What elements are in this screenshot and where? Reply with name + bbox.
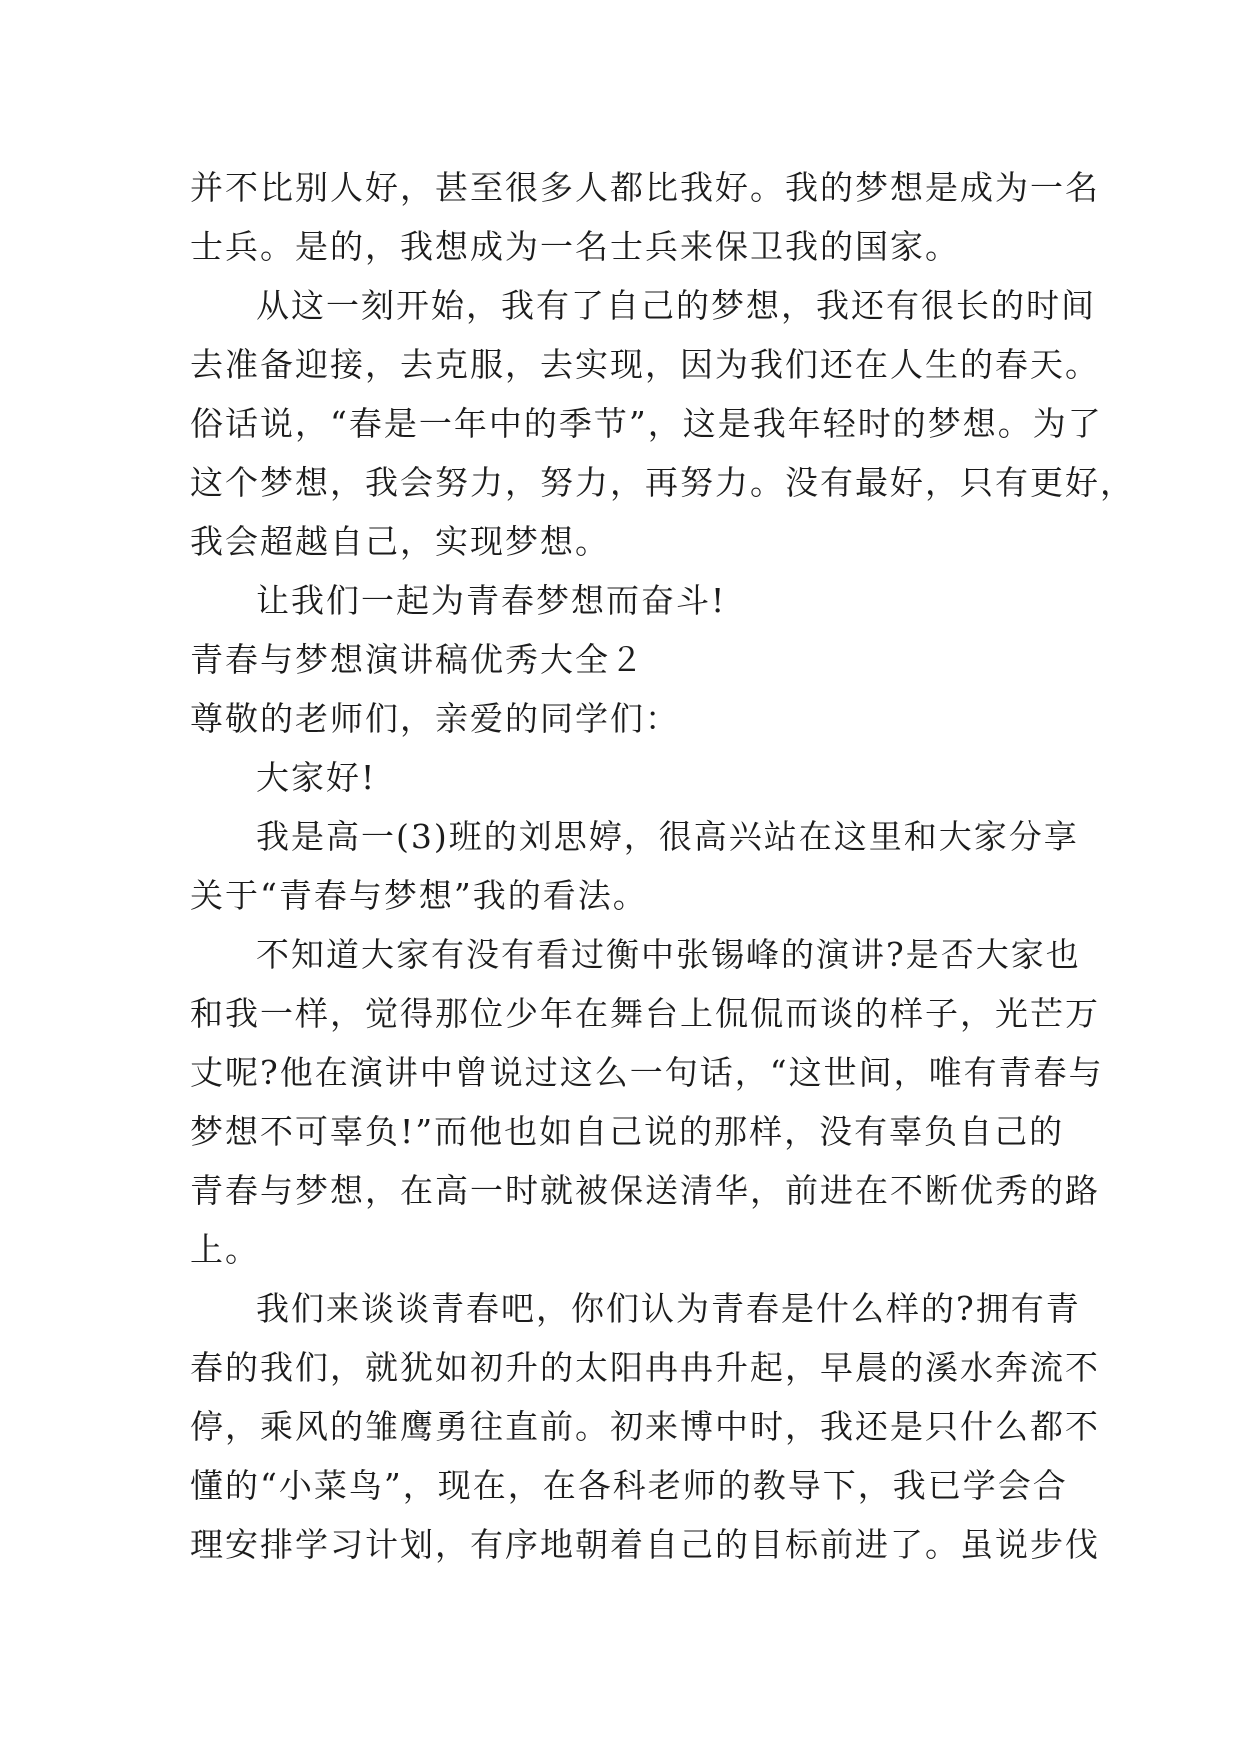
document-body: [190, 158, 1135, 1574]
text-line: 我会超越自己，实现梦想。: [190, 522, 610, 561]
text-line: 懂的“小菜鸟”，现在，在各科老师的教导下，我已学会合: [190, 1466, 1068, 1505]
text-line: 丈呢?他在演讲中曾说过这么一句话，“这世间，唯有青春与: [190, 1053, 1104, 1092]
text-line: 理安排学习计划，有序地朝着自己的目标前进了。虽说步伐: [190, 1525, 1100, 1564]
text-line: 青春与梦想，在高一时就被保送清华，前进在不断优秀的路: [190, 1171, 1100, 1210]
text-line: 我们来谈谈青春吧，你们认为青春是什么样的?拥有青: [256, 1289, 1081, 1328]
text-line: 并不比别人好，甚至很多人都比我好。我的梦想是成为一名: [190, 168, 1100, 207]
text-line: 梦想不可辜负!”而他也如自己说的那样，没有辜负自己的: [190, 1112, 1065, 1151]
text-line: 我是高一(3)班的刘思婷，很高兴站在这里和大家分享: [256, 817, 1079, 856]
text-line: 春的我们，就犹如初升的太阳冉冉升起，早晨的溪水奔流不: [190, 1348, 1100, 1387]
text-line: 停，乘风的雏鹰勇往直前。初来博中时，我还是只什么都不: [190, 1407, 1100, 1446]
text-line: 俗话说，“春是一年中的季节”，这是我年轻时的梦想。为了: [190, 404, 1103, 443]
text-line: 尊敬的老师们，亲爱的同学们：: [190, 699, 680, 738]
text-line: 这个梦想，我会努力，努力，再努力。没有最好，只有更好，: [190, 463, 1135, 502]
text-line: 去准备迎接，去克服，去实现，因为我们还在人生的春天。: [190, 345, 1100, 384]
paragraph: [190, 689, 1060, 748]
paragraph: [190, 925, 1104, 1279]
text-line: 上。: [190, 1230, 260, 1269]
text-line: 关于“青春与梦想”我的看法。: [190, 876, 648, 915]
text-line: 不知道大家有没有看过衡中张锡峰的演讲?是否大家也: [256, 935, 1081, 974]
paragraph: [190, 1279, 1100, 1574]
text-line: 大家好!: [256, 758, 377, 797]
text-line: 青春与梦想演讲稿优秀大全２: [190, 640, 645, 679]
text-line: 士兵。是的，我想成为一名士兵来保卫我的国家。: [190, 227, 960, 266]
paragraph: [190, 276, 1135, 571]
paragraph: [190, 571, 1060, 630]
paragraph: [190, 807, 1079, 925]
text-line: 和我一样，觉得那位少年在舞台上侃侃而谈的样子，光芒万: [190, 994, 1100, 1033]
text-line: 让我们一起为青春梦想而奋斗!: [256, 581, 727, 620]
paragraph: [190, 630, 1060, 689]
text-line: 从这一刻开始，我有了自己的梦想，我还有很长的时间: [256, 286, 1096, 325]
paragraph: [190, 748, 1060, 807]
paragraph: [190, 158, 1100, 276]
